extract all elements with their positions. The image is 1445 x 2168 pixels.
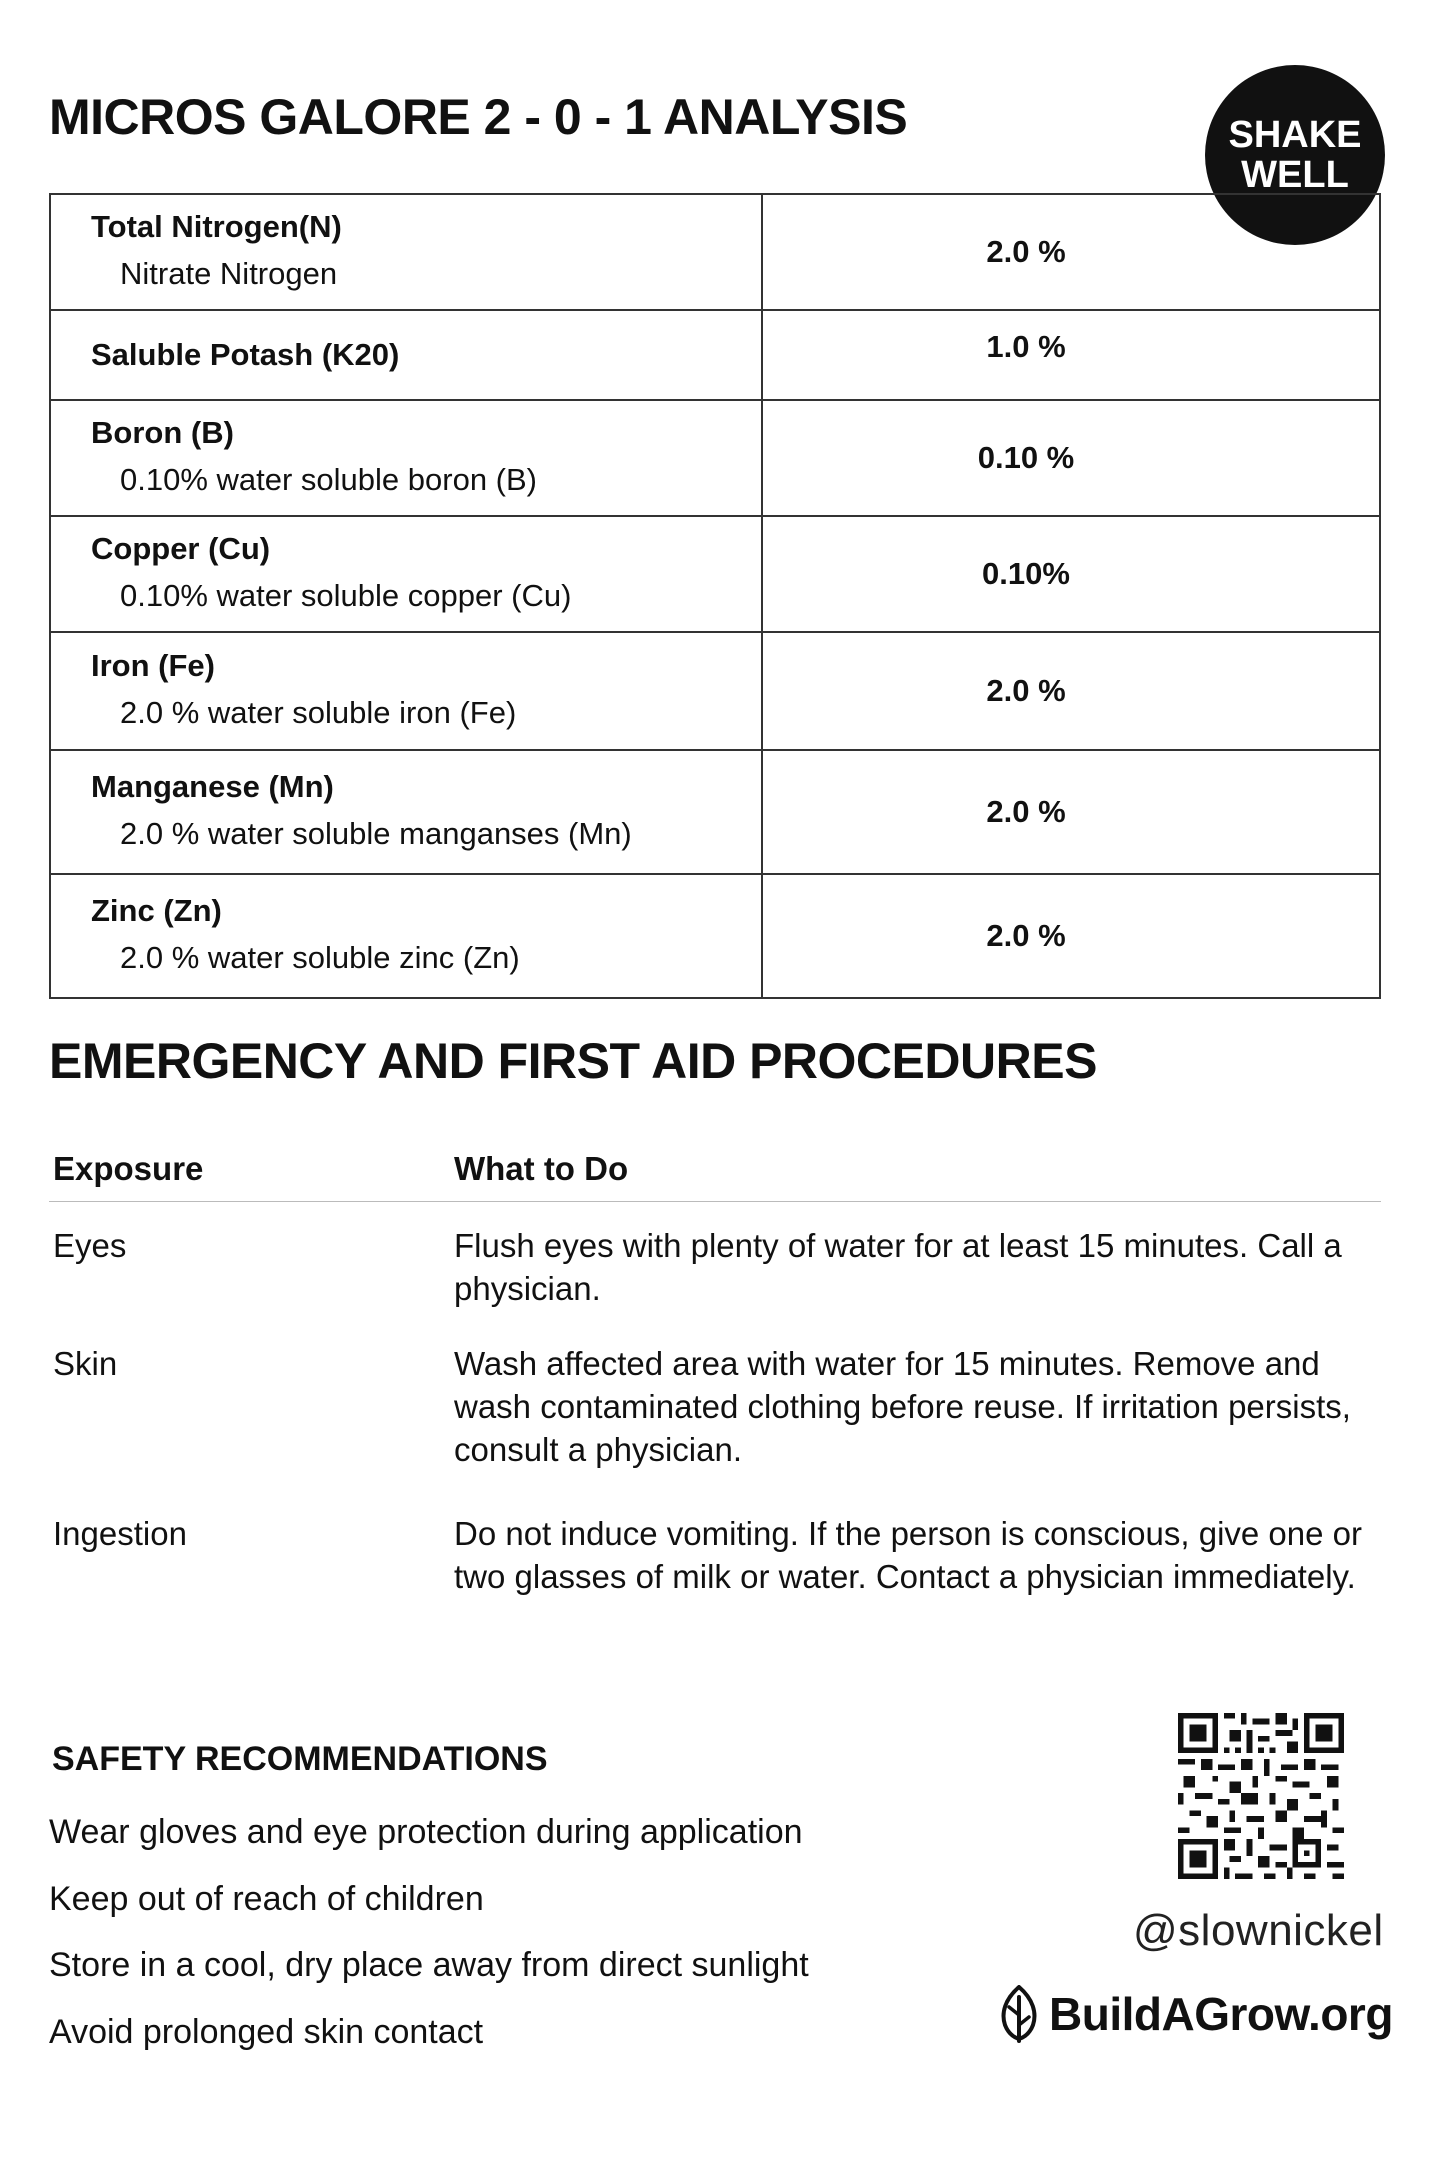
nutrient-value: 2.0 % xyxy=(762,194,1380,310)
analysis-row xyxy=(50,750,1380,874)
nutrient-detail: 2.0 % water soluble zinc (Zn) xyxy=(120,940,520,975)
analysis-name-cell xyxy=(50,194,762,310)
exposure-label: Eyes xyxy=(53,1227,127,1264)
nutrient-value: 0.10 % xyxy=(762,400,1380,516)
nutrient-detail: 2.0 % water soluble iron (Fe) xyxy=(120,695,517,730)
nutrient-detail: 2.0 % water soluble manganses (Mn) xyxy=(120,816,632,851)
safety-item: Store in a cool, dry place away from direct sunlight xyxy=(49,1946,809,1984)
badge-line-1: SHAKE xyxy=(1228,114,1362,156)
analysis-table xyxy=(49,193,1381,999)
social-handle[interactable]: @slownickel xyxy=(1133,1906,1384,1955)
analysis-row xyxy=(50,310,1380,400)
brand-name: BuildAGrow.org xyxy=(1049,1988,1393,2040)
nutrient-value: 2.0 % xyxy=(762,874,1380,998)
exposure-label: Skin xyxy=(53,1345,118,1382)
first-aid-header xyxy=(49,1150,1381,1202)
brand-logo[interactable] xyxy=(997,1985,1393,2043)
nutrient-name: Total Nitrogen(N) xyxy=(91,209,342,244)
analysis-name-cell xyxy=(50,874,762,998)
first-aid-instruction: Flush eyes with plenty of water for at least 15 minutes. Call a physician. xyxy=(454,1227,1342,1307)
page-title: MICROS GALORE 2 - 0 - 1 ANALYSIS xyxy=(49,89,908,145)
nutrient-name: Zinc (Zn) xyxy=(91,893,222,928)
first-aid-instruction: Wash affected area with water for 15 minutes. Remove and wash contaminated clothing before reuse. If irritation persists, consult a physician. xyxy=(454,1345,1351,1468)
exposure-column-header: Exposure xyxy=(53,1150,204,1187)
nutrient-value: 2.0 % xyxy=(762,632,1380,750)
analysis-row xyxy=(50,874,1380,998)
nutrient-value: 0.10% xyxy=(762,516,1380,632)
nutrient-detail: 0.10% water soluble copper (Cu) xyxy=(120,578,572,613)
nutrient-name: Iron (Fe) xyxy=(91,648,215,683)
nutrient-name: Manganese (Mn) xyxy=(91,769,334,804)
analysis-name-cell xyxy=(50,750,762,874)
first-aid-instruction: Do not induce vomiting. If the person is conscious, give one or two glasses of milk or water. Contact a physician immediately. xyxy=(454,1515,1362,1595)
safety-title: SAFETY RECOMMENDATIONS xyxy=(52,1740,548,1778)
analysis-name-cell xyxy=(50,632,762,750)
safety-item: Keep out of reach of children xyxy=(49,1880,484,1918)
todo-column-header: What to Do xyxy=(454,1150,629,1187)
safety-item: Wear gloves and eye protection during application xyxy=(49,1813,803,1851)
exposure-label: Ingestion xyxy=(53,1515,187,1552)
analysis-name-cell xyxy=(50,400,762,516)
qr-code-icon[interactable] xyxy=(1178,1713,1344,1879)
analysis-name-cell xyxy=(50,516,762,632)
analysis-row xyxy=(50,516,1380,632)
first-aid-title: EMERGENCY AND FIRST AID PROCEDURES xyxy=(49,1033,1097,1089)
analysis-row xyxy=(50,194,1380,310)
badge-line-2: WELL xyxy=(1241,154,1349,196)
analysis-row xyxy=(50,400,1380,516)
nutrient-detail: 0.10% water soluble boron (B) xyxy=(120,462,538,497)
leaf-icon xyxy=(997,1985,1041,2043)
nutrient-name: Copper (Cu) xyxy=(91,531,271,566)
analysis-row xyxy=(50,632,1380,750)
nutrient-detail: Nitrate Nitrogen xyxy=(120,256,338,291)
nutrient-value: 1.0 % xyxy=(762,310,1380,400)
nutrient-name: Saluble Potash (K20) xyxy=(91,337,400,372)
analysis-name-cell xyxy=(50,310,762,400)
nutrient-name: Boron (B) xyxy=(91,415,234,450)
safety-item: Avoid prolonged skin contact xyxy=(49,2013,484,2051)
nutrient-value: 2.0 % xyxy=(762,750,1380,874)
